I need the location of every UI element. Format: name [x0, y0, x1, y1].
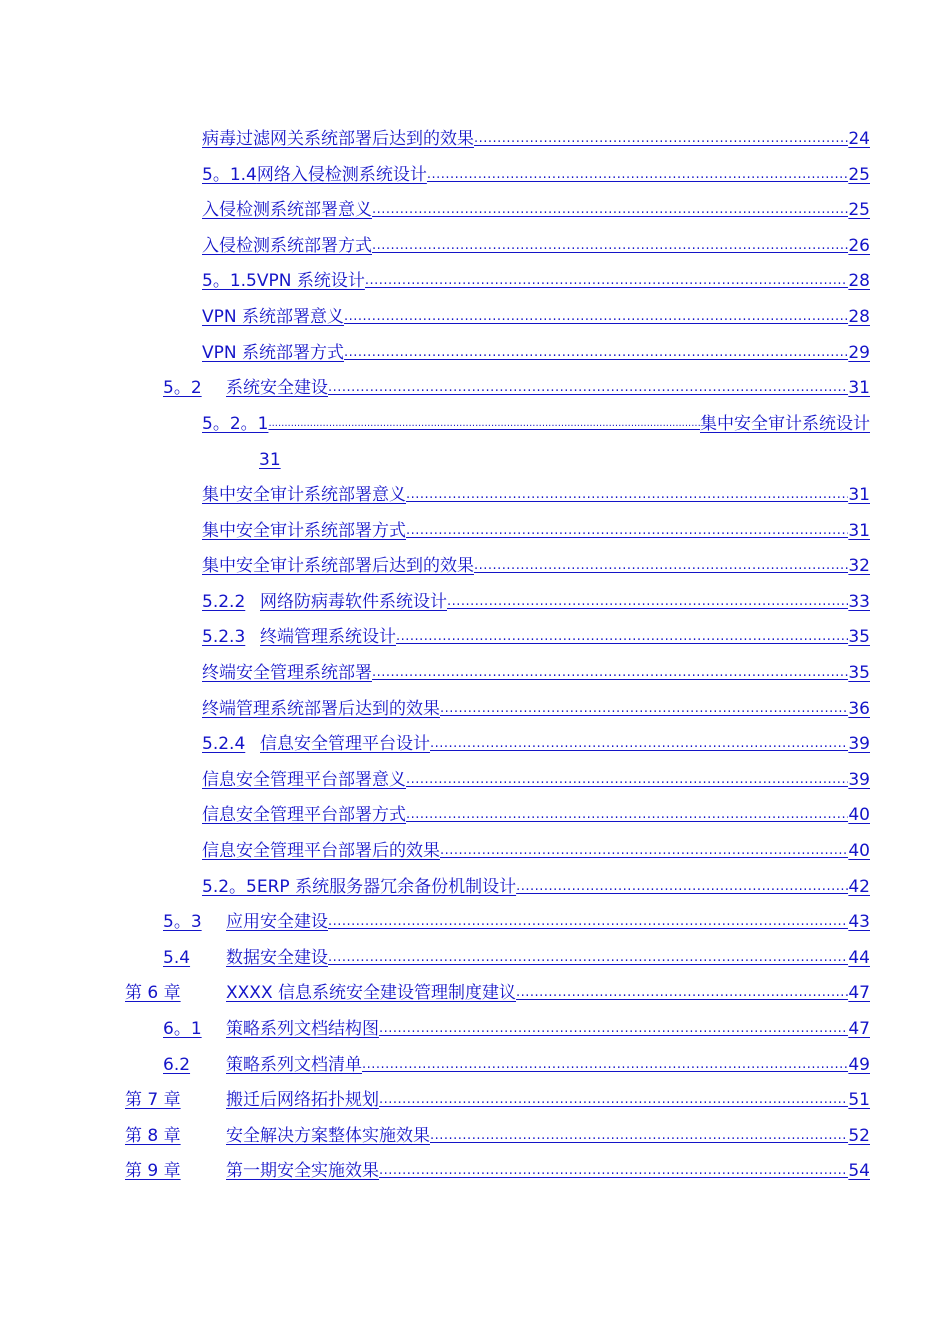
- toc-entry-title: 网络防病毒软件系统设计: [260, 592, 447, 612]
- toc-entry-number: 第 9 章: [125, 1161, 181, 1181]
- toc-entry-number: 第 8 章: [125, 1126, 181, 1146]
- toc-entry-number: 5.2。5: [202, 877, 257, 897]
- toc-leader-dots: [474, 128, 848, 150]
- toc-entry[interactable]: [125, 1150, 870, 1183]
- toc-entry-page: 44: [848, 948, 870, 968]
- toc-entry-page: 31: [848, 378, 870, 398]
- toc-entry[interactable]: [202, 759, 870, 792]
- toc-entry-page: 39: [848, 770, 870, 790]
- toc-leader-dots: [396, 626, 848, 648]
- toc-entry-number: 5.2.4: [202, 734, 246, 754]
- toc-leader-dots: [328, 911, 848, 933]
- toc-entry-page: 33: [848, 592, 870, 612]
- toc-leader-dots: [406, 484, 848, 506]
- toc-entry-second-line: [202, 435, 870, 471]
- toc-leader-dots: [379, 1089, 848, 1111]
- toc-entry[interactable]: [202, 688, 870, 721]
- toc-entry-page: 25: [848, 200, 870, 220]
- toc-entry-page: 31: [848, 521, 870, 541]
- toc-entry-page: 42: [848, 877, 870, 897]
- toc-entry[interactable]: [202, 866, 870, 899]
- toc-entry-number: 5。1.5: [202, 271, 257, 291]
- toc-entry-title: 终端管理系统部署后达到的效果: [202, 699, 440, 719]
- toc-leader-dots: [372, 199, 848, 221]
- toc-entry[interactable]: [202, 474, 870, 507]
- toc-entry[interactable]: [202, 616, 870, 649]
- toc-entry-page: 31: [259, 450, 281, 470]
- toc-entry-title: 集中安全审计系统设计: [700, 414, 870, 434]
- toc-leader-dots: [474, 555, 848, 577]
- toc-entry-title: XXXX 信息系统安全建设管理制度建议: [226, 983, 516, 1003]
- toc-entry-title: 第一期安全实施效果: [226, 1161, 379, 1181]
- toc-entry-number: 5.4: [163, 948, 191, 968]
- toc-entry-title: ERP 系统服务器冗余备份机制设计: [256, 877, 517, 897]
- toc-entry-title: 策略系列文档结构图: [226, 1019, 379, 1039]
- toc-entry[interactable]: [202, 154, 870, 187]
- toc-entry-title: VPN 系统设计: [256, 271, 365, 291]
- toc-leader-dots: [379, 1018, 848, 1040]
- toc-entry-title: 病毒过滤网关系统部署后达到的效果: [202, 129, 474, 149]
- toc-entry-page: 31: [848, 485, 870, 505]
- toc-entry[interactable]: [202, 118, 870, 151]
- toc-entry-title: VPN 系统部署意义: [202, 307, 345, 327]
- toc-leader-dots: [440, 698, 848, 720]
- toc-entry-number: 5。1.4: [202, 165, 257, 185]
- toc-entry-title: 网络入侵检测系统设计: [256, 165, 427, 185]
- toc-entry-page: 52: [848, 1126, 870, 1146]
- toc-entry-page: 35: [848, 627, 870, 647]
- toc-entry[interactable]: [202, 260, 870, 293]
- toc-entry-title: 数据安全建设: [226, 948, 328, 968]
- toc-entry-page: 26: [848, 236, 870, 256]
- toc-entry-title: 系统安全建设: [226, 378, 328, 398]
- toc-leader-dots: [372, 662, 848, 684]
- toc-entry-number: 6。1: [163, 1019, 202, 1039]
- toc-entry[interactable]: [163, 1044, 870, 1077]
- toc-entry[interactable]: [163, 937, 870, 970]
- toc-entry-page: 36: [848, 699, 870, 719]
- toc-entry[interactable]: [125, 1115, 870, 1148]
- toc-entry-number: 5。3: [163, 912, 202, 932]
- toc-entry-title: 终端安全管理系统部署: [202, 663, 372, 683]
- toc-entry-title: 信息安全管理平台部署意义: [202, 770, 406, 790]
- toc-entry-page: 40: [848, 841, 870, 861]
- toc-entry-title: 集中安全审计系统部署方式: [202, 521, 406, 541]
- toc-leader-dots: [516, 982, 848, 1004]
- toc-entry-number: 第 7 章: [125, 1090, 181, 1110]
- toc-entry[interactable]: [202, 581, 870, 614]
- toc-entry[interactable]: [202, 830, 870, 863]
- toc-entry-number: 6.2: [163, 1055, 191, 1075]
- toc-entry[interactable]: [202, 225, 870, 258]
- toc-entry-page: 28: [848, 307, 870, 327]
- toc-entry-page: 32: [848, 556, 870, 576]
- toc-entry[interactable]: [125, 1079, 870, 1112]
- toc-leader-dots: [430, 1125, 848, 1147]
- toc-entry-title: VPN 系统部署方式: [202, 343, 345, 363]
- toc-entry-page: 24: [848, 129, 870, 149]
- toc-leader-dots: [430, 733, 848, 755]
- toc-entry-title: 策略系列文档清单: [226, 1055, 362, 1075]
- toc-leader-dots: [447, 591, 848, 613]
- toc-leader-dots: [406, 804, 848, 826]
- toc-entry-page: 54: [848, 1161, 870, 1181]
- toc-entry-first-line: [202, 403, 870, 435]
- toc-leader-dots: [427, 164, 849, 186]
- toc-entry[interactable]: [125, 972, 870, 1005]
- toc-entry-title: 终端管理系统设计: [260, 627, 396, 647]
- toc-entry-title: 安全解决方案整体实施效果: [226, 1126, 430, 1146]
- toc-entry-page: 29: [848, 343, 870, 363]
- toc-entry-number: 5.2.3: [202, 627, 246, 647]
- toc-entry-page: 28: [848, 271, 870, 291]
- toc-entry-page: 43: [848, 912, 870, 932]
- toc-entry-title: 入侵检测系统部署方式: [202, 236, 372, 256]
- toc-entry-page: 40: [848, 805, 870, 825]
- toc-leader-dots: [379, 1160, 848, 1182]
- toc-leader-dots: [344, 342, 848, 364]
- toc-entry[interactable]: [202, 545, 870, 578]
- toc-entry-title: 搬迁后网络拓扑规划: [226, 1090, 379, 1110]
- toc-entry[interactable]: [202, 794, 870, 827]
- toc-leader-dots: [365, 270, 848, 292]
- toc-entry-title: 集中安全审计系统部署后达到的效果: [202, 556, 474, 576]
- toc-leader-dots: [328, 947, 848, 969]
- toc-entry-page: 39: [848, 734, 870, 754]
- toc-entry[interactable]: [163, 367, 870, 400]
- toc-leader-dots: [372, 235, 848, 257]
- toc-entry-number: 5。2。1: [202, 414, 269, 434]
- toc-entry-number: 5.2.2: [202, 592, 246, 612]
- toc-entry-title: 入侵检测系统部署意义: [202, 200, 372, 220]
- toc-leader-dots: [268, 413, 700, 435]
- toc-entry-page: 51: [848, 1090, 870, 1110]
- toc-entry-number: 第 6 章: [125, 983, 181, 1003]
- toc-leader-dots: [440, 840, 848, 862]
- toc-entry-page: 47: [848, 1019, 870, 1039]
- toc-entry-title: 信息安全管理平台部署方式: [202, 805, 406, 825]
- toc-entry-page: 25: [848, 165, 870, 185]
- toc-entry-title: 信息安全管理平台设计: [260, 734, 430, 754]
- toc-leader-dots: [362, 1054, 848, 1076]
- toc-entry[interactable]: [202, 296, 870, 329]
- toc-entry-page: 35: [848, 663, 870, 683]
- toc-leader-dots: [406, 520, 848, 542]
- toc-entry[interactable]: [163, 901, 870, 934]
- toc-entry[interactable]: [202, 510, 870, 543]
- toc-entry[interactable]: [202, 332, 870, 365]
- toc-leader-dots: [516, 876, 848, 898]
- toc-entry-title: 信息安全管理平台部署后的效果: [202, 841, 440, 861]
- toc-entry-page: 49: [848, 1055, 870, 1075]
- toc-entry[interactable]: [163, 1008, 870, 1041]
- toc-entry[interactable]: [202, 723, 870, 756]
- toc-entry-title: 应用安全建设: [226, 912, 328, 932]
- toc-entry-wrapped[interactable]: [202, 403, 870, 471]
- toc-entry-number: 5。2: [163, 378, 202, 398]
- toc-entry[interactable]: [202, 652, 870, 685]
- toc-entry-title: 集中安全审计系统部署意义: [202, 485, 406, 505]
- toc-leader-dots: [344, 306, 848, 328]
- toc-entry[interactable]: [202, 189, 870, 222]
- toc-leader-dots: [406, 769, 848, 791]
- toc-leader-dots: [328, 377, 848, 399]
- toc-entry-page: 47: [848, 983, 870, 1003]
